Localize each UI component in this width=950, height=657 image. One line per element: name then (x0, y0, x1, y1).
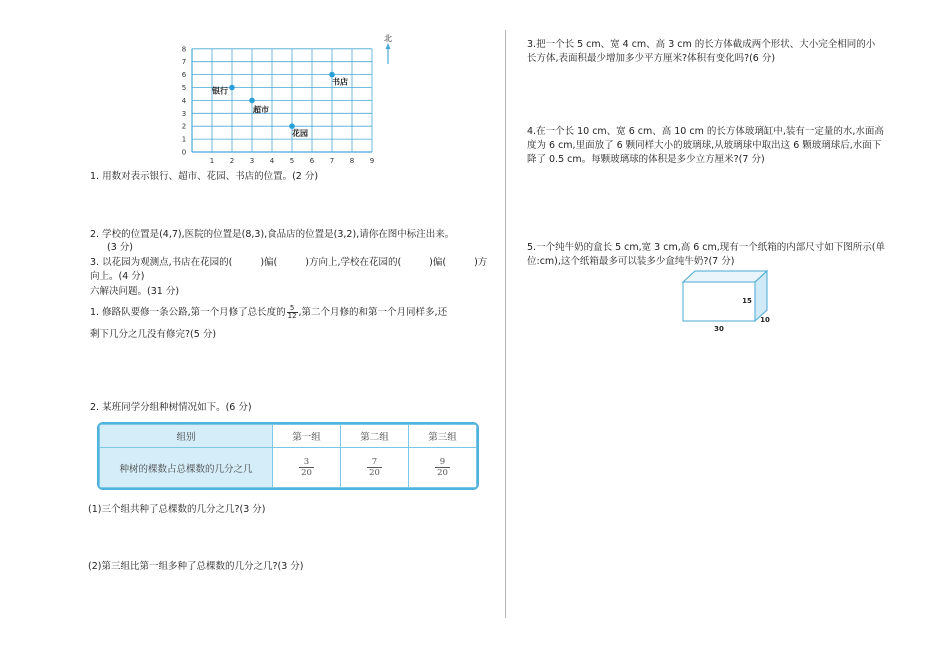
y-tick-label: 8 (181, 45, 187, 54)
problem-2-subquestion-1: (1)三个组共种了总棵数的几分之几?(3 分) (88, 504, 266, 515)
grid-tick-labels (182, 45, 374, 165)
y-tick-label: 5 (181, 84, 187, 92)
problem-1-line-2: 剩下几分之几没有修完?(5 分) (90, 329, 217, 340)
x-tick-label: 5 (289, 157, 295, 165)
grid-point-label: 书店 (332, 77, 348, 87)
problem-1-part-a: 1. 修路队要修一条公路,第一个月修了总长度的 (90, 307, 286, 318)
problem-1-road (90, 305, 447, 320)
carton-box-figure (676, 268, 776, 336)
x-tick-label: 7 (329, 157, 335, 165)
fraction-five-twelfths: $\frac{5}{12}$ (287, 304, 297, 320)
problem-2-tree-planting: 2. 某班同学分组种树情况如下。(6 分) (90, 402, 252, 413)
x-tick-label: 6 (309, 157, 315, 165)
table-row-label: 种树的棵数占总棵数的几分之几 (100, 448, 273, 488)
y-tick-label: 1 (181, 135, 187, 144)
table-header-group: 组别 (100, 425, 273, 448)
grid-point-label: 超市 (253, 105, 269, 115)
y-tick-label: 4 (181, 96, 187, 105)
north-arrow-icon (386, 43, 391, 64)
x-tick-label: 4 (269, 157, 275, 165)
table-cell-group-1: $\frac{3}{20}$ (273, 448, 341, 488)
table-header-row (100, 425, 477, 448)
coordinate-grid-figure (170, 32, 400, 170)
question-3-line-2: 向上。(4 分) (90, 271, 145, 282)
table-cell-group-2: $\frac{7}{20}$ (341, 448, 409, 488)
question-3-part-a: 3. 以花园为观测点,书店在花园的( (90, 257, 233, 268)
problem-2-subquestion-2: (2)第三组比第一组多种了总棵数的几分之几?(3 分) (88, 561, 304, 572)
question-2-points: (3 分) (107, 242, 133, 253)
grid-point-marker (229, 85, 235, 91)
x-tick-label: 3 (249, 157, 255, 165)
problem-4-line-2: 度为 6 cm,里面放了 6 颗同样大小的玻璃球,从玻璃球中取出这 6 颗玻璃球后,水面下 (527, 140, 882, 151)
y-tick-label: 6 (181, 71, 187, 80)
problem-1-part-b: ,第二个月修的和第一个月同样多,还 (298, 307, 448, 318)
north-label: 北 (384, 34, 392, 43)
problem-5-line-2: 位:cm),这个纸箱最多可以装多少盒纯牛奶?(7 分) (527, 256, 735, 267)
question-2-mark-locations: 2. 学校的位置是(4,7),医院的位置是(8,3),食品店的位置是(3,2),请你在图中标注出来。 (90, 229, 455, 240)
problem-5-milk-boxes: 5.一个纯牛奶的盒长 5 cm,宽 3 cm,高 6 cm,现有一个纸箱的内部尺寸如下图所示(单 (527, 242, 886, 253)
problem-4-line-3: 降了 0.5 cm。每颗玻璃球的体积是多少立方厘米?(7 分) (527, 154, 765, 165)
problem-3-cut-cuboid: 3.把一个长 5 cm、宽 4 cm、高 3 cm 的长方体截成两个形状、大小完全相同的小 (527, 39, 876, 50)
box-height-label: 15 (742, 297, 752, 305)
tree-planting-table (97, 422, 479, 490)
x-tick-label: 2 (229, 157, 235, 165)
question-1-position: 1. 用数对表示银行、超市、花园、书店的位置。(2 分) (90, 171, 319, 182)
grid-point-marker (329, 72, 335, 78)
question-3-part-d: )偏( (429, 257, 447, 268)
x-tick-label: 9 (369, 157, 375, 165)
problem-4-glass-tank: 4.在一个长 10 cm、宽 6 cm、高 10 cm 的长方体玻璃缸中,装有一定量的水,水面高 (527, 126, 884, 137)
grid-point-label: 花园 (292, 129, 308, 139)
y-tick-label: 0 (181, 148, 187, 157)
x-tick-label: 1 (209, 157, 215, 165)
box-top-face (683, 271, 767, 282)
x-tick-label: 8 (349, 157, 355, 165)
grid-point-marker (249, 98, 255, 104)
box-width-label: 10 (760, 316, 770, 324)
grid-point-marker (289, 123, 295, 129)
y-tick-label: 2 (181, 122, 187, 131)
box-length-label: 30 (714, 325, 724, 333)
y-tick-label: 7 (181, 58, 187, 67)
question-3-part-b: )偏( (260, 257, 278, 268)
table-header-group-2: 第二组 (341, 425, 409, 448)
question-3-part-e: )方 (474, 257, 488, 268)
question-3-direction (90, 256, 487, 270)
table-header-group-3: 第三组 (409, 425, 477, 448)
y-tick-label: 3 (181, 109, 187, 118)
grid-point-label: 银行 (212, 86, 228, 96)
column-divider (505, 30, 506, 618)
question-3-part-c: )方向上,学校在花园的( (305, 257, 402, 268)
grid-lines (192, 49, 372, 152)
table-cell-group-3: $\frac{9}{20}$ (409, 448, 477, 488)
table-row (100, 448, 477, 488)
section-6-heading: 六解决问题。(31 分) (90, 286, 180, 297)
problem-3-line-2: 长方体,表面积最少增加多少平方厘米?体积有变化吗?(6 分) (527, 53, 776, 64)
table-header-group-1: 第一组 (273, 425, 341, 448)
